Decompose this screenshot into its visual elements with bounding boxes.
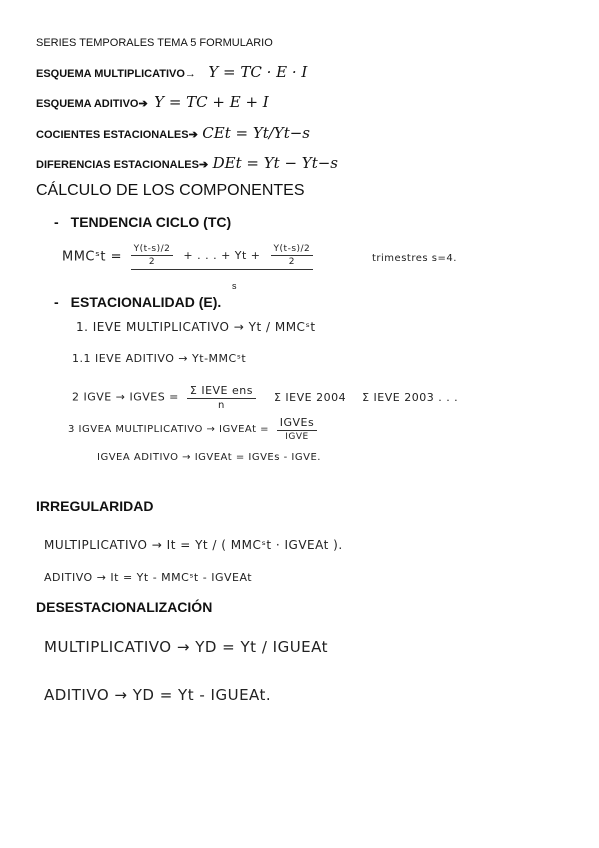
igvea-fraction: $\frac{\text{IGVEs}}{\text{IGVE}}$ xyxy=(277,416,317,442)
irregularidad-adit: ADITIVO → It = Yt - MMCˢt - IGVEAt xyxy=(44,571,253,584)
tc-formula xyxy=(62,244,313,270)
arrow-icon: → xyxy=(184,68,196,80)
bullet: - xyxy=(54,294,59,310)
desestacionalizacion-heading: DESESTACIONALIZACIÓN xyxy=(36,599,213,615)
arrow-icon: ➔ xyxy=(188,129,198,141)
est-line-1: 1. IEVE MULTIPLICATIVO → Yt / MMCˢt xyxy=(76,320,316,334)
scheme-label: DIFERENCIAS ESTACIONALES xyxy=(36,159,199,171)
arrow-icon: ➔ xyxy=(198,159,209,171)
scheme-label: ESQUEMA MULTIPLICATIVO xyxy=(36,68,185,80)
sum-2004: Σ IEVE 2004 xyxy=(273,390,347,404)
tc-heading xyxy=(54,214,231,230)
estacionalidad-heading-text: ESTACIONALIDAD (E). xyxy=(70,294,222,310)
scheme-formula: Y = TC · E · I xyxy=(208,63,308,81)
tc-outer-denominator: s xyxy=(232,281,237,291)
tc-note: trimestres s=4. xyxy=(372,253,457,264)
sum-2003: Σ IEVE 2003 . . . xyxy=(362,390,459,404)
igves-fraction: $\frac{\text{Σ IEVE ens}}{n}$ xyxy=(187,384,256,411)
tc-fraction-2: $\frac{Y(t-s)/2}{2}$ xyxy=(271,244,314,267)
estacionalidad-heading xyxy=(54,294,221,310)
scheme-label: COCIENTES ESTACIONALES xyxy=(36,129,189,141)
bullet: - xyxy=(54,214,59,230)
est-line-3: 3 IGVEA MULTIPLICATIVO → IGVEAt = $\frac{\text{IGVEs}}{\text{IGVE}}$ xyxy=(68,416,317,442)
scheme-multiplicativo xyxy=(36,63,307,82)
tc-heading-text: TENDENCIA CICLO (TC) xyxy=(70,214,232,230)
est-line-2: 2 IGVE → IGVES = $\frac{\text{Σ IEVE ens}}{n}$ Σ IEVE 2004 Σ IEVE 2003 . . . xyxy=(72,384,459,411)
desest-adit: ADITIVO → YD = Yt - IGUEAt. xyxy=(44,686,272,704)
tc-middle: + . . . + Yt + xyxy=(183,248,261,262)
page-title: SERIES TEMPORALES TEMA 5 FORMULARIO xyxy=(36,37,273,49)
est-line-1-1: 1.1 IEVE ADITIVO → Yt-MMCˢt xyxy=(72,352,247,365)
components-heading: CÁLCULO DE LOS COMPONENTES xyxy=(36,182,305,199)
est-line-3-aditivo: IGVEA ADITIVO → IGVEAt = IGVEs - IGVE. xyxy=(97,452,321,463)
scheme-formula: Y = TC + E + I xyxy=(154,93,269,111)
scheme-cocientes xyxy=(36,124,310,143)
scheme-formula: CEt = Yt/Yt−s xyxy=(202,124,311,142)
irregularidad-mult: MULTIPLICATIVO → It = Yt / ( MMCˢt · IGVEAt ). xyxy=(44,538,343,552)
scheme-aditivo xyxy=(36,93,269,112)
tc-lhs: MMCˢt = xyxy=(62,249,122,265)
arrow-icon: ➔ xyxy=(138,98,148,110)
irregularidad-heading: IRREGULARIDAD xyxy=(36,498,154,514)
tc-fraction-1: $\frac{Y(t-s)/2}{2}$ xyxy=(131,244,174,267)
desest-mult: MULTIPLICATIVO → YD = Yt / IGUEAt xyxy=(44,638,329,656)
scheme-diferencias xyxy=(36,154,338,173)
scheme-formula: DEt = Yt − Yt−s xyxy=(212,154,338,172)
scheme-label: ESQUEMA ADITIVO xyxy=(36,98,139,110)
